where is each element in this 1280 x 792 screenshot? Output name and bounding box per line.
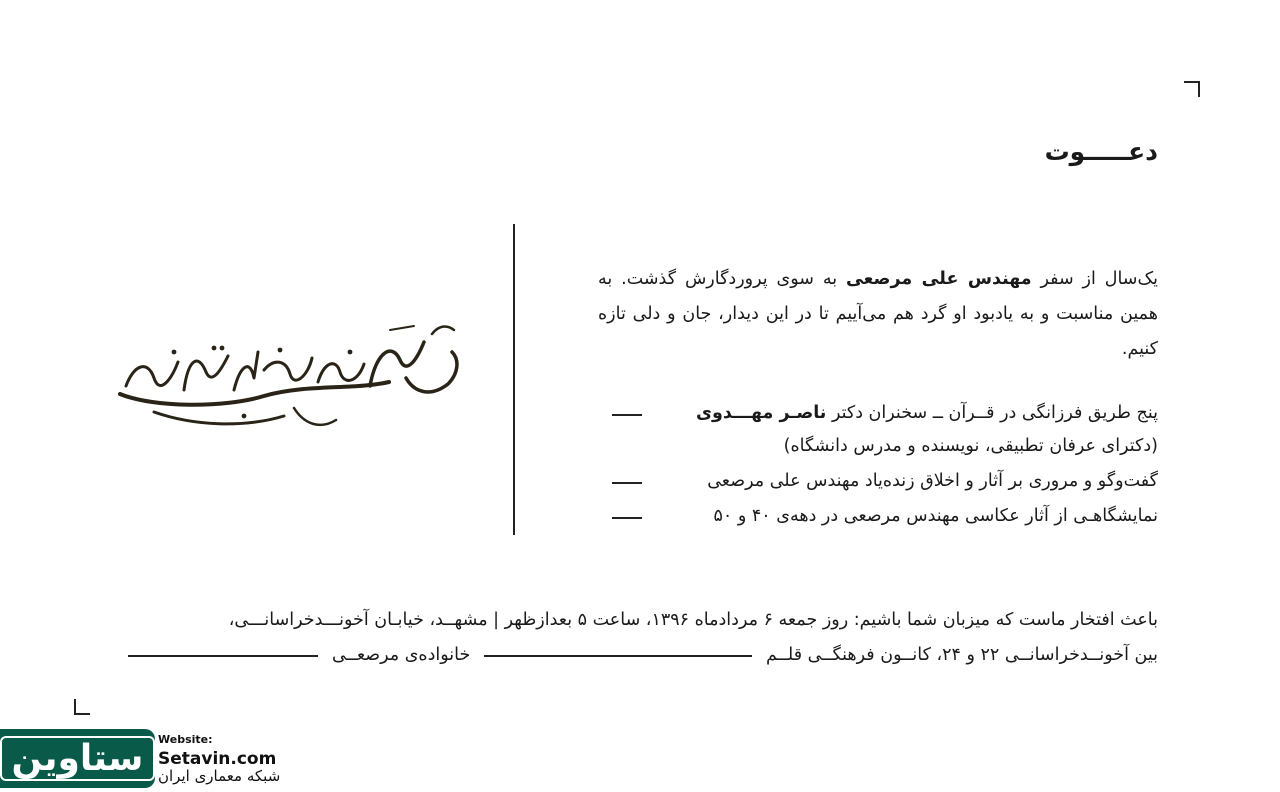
program-item-text: نمایشگاهـی از آثار عکاسی مهندس مرصعی در دهه‌ی ۴۰ و ۵۰ <box>713 506 1158 526</box>
program-item <box>598 499 1158 534</box>
vertical-divider <box>513 224 515 535</box>
calligraphy-logo <box>114 312 466 442</box>
watermark-logo-text: ستاوین <box>0 736 155 781</box>
invitation-title: دعـــــوت <box>1044 137 1158 166</box>
intro-text-part2: به سوی پروردگارش گذشت. به همین مناسبت و به یادبود او گرد هم می‌آییم تا در این دیدار، جان و دلی تازه کنیم. <box>598 269 1158 359</box>
calligraphy-text: نخستین یادبود استاد مهندس علی مرصعی <box>114 312 132 313</box>
speaker-credentials: (دکترای عرفان تطبیقی، نویسنده و مدرس دانشگاه) <box>783 436 1158 456</box>
program-item <box>598 396 1158 464</box>
corner-mark-top-right <box>1184 81 1200 97</box>
program-item-text: پنج طریق فرزانگی در قــرآن ــ سخنران دکتر <box>826 403 1158 423</box>
program-item <box>598 464 1158 499</box>
footer-rule <box>484 655 752 657</box>
program-item-text: گفت‌وگو و مروری بر آثار و اخلاق زنده‌یاد مهندس علی مرصعی <box>707 471 1158 491</box>
bullet-dash <box>612 517 642 519</box>
event-details <box>114 603 1158 673</box>
bullet-dash <box>612 414 642 416</box>
honoree-name: مهندس علی مرصعی <box>845 269 1032 289</box>
bullet-dash <box>612 482 642 484</box>
event-address: بین آخونــدخراسانــی ۲۲ و ۲۴، کانــون فرهنگــی قلــم <box>766 645 1158 665</box>
intro-paragraph <box>598 262 1158 367</box>
host-name: خانواده‌ی مرصعــی <box>332 645 471 665</box>
watermark-logo <box>0 729 155 788</box>
watermark-site: Setavin.com <box>158 749 277 769</box>
event-date-location: باعث افتخار ماست که میزبان شما باشیم: روز جمعه ۶ مردادماه ۱۳۹۶، ساعت ۵ بعدازظهر | مشهــد، خیابـان آخونـــدخراسانـــی، <box>228 610 1158 630</box>
intro-text-part1: یک‌سال از سفر <box>1031 269 1158 289</box>
corner-mark-bottom-left <box>74 699 90 715</box>
watermark-label: Website: <box>158 733 213 746</box>
speaker-name: ناصـر مهـــدوی <box>696 403 827 423</box>
watermark-tagline: شبکه معماری ایران <box>158 767 281 785</box>
program-list <box>598 396 1158 534</box>
footer-rule-end <box>128 655 318 657</box>
